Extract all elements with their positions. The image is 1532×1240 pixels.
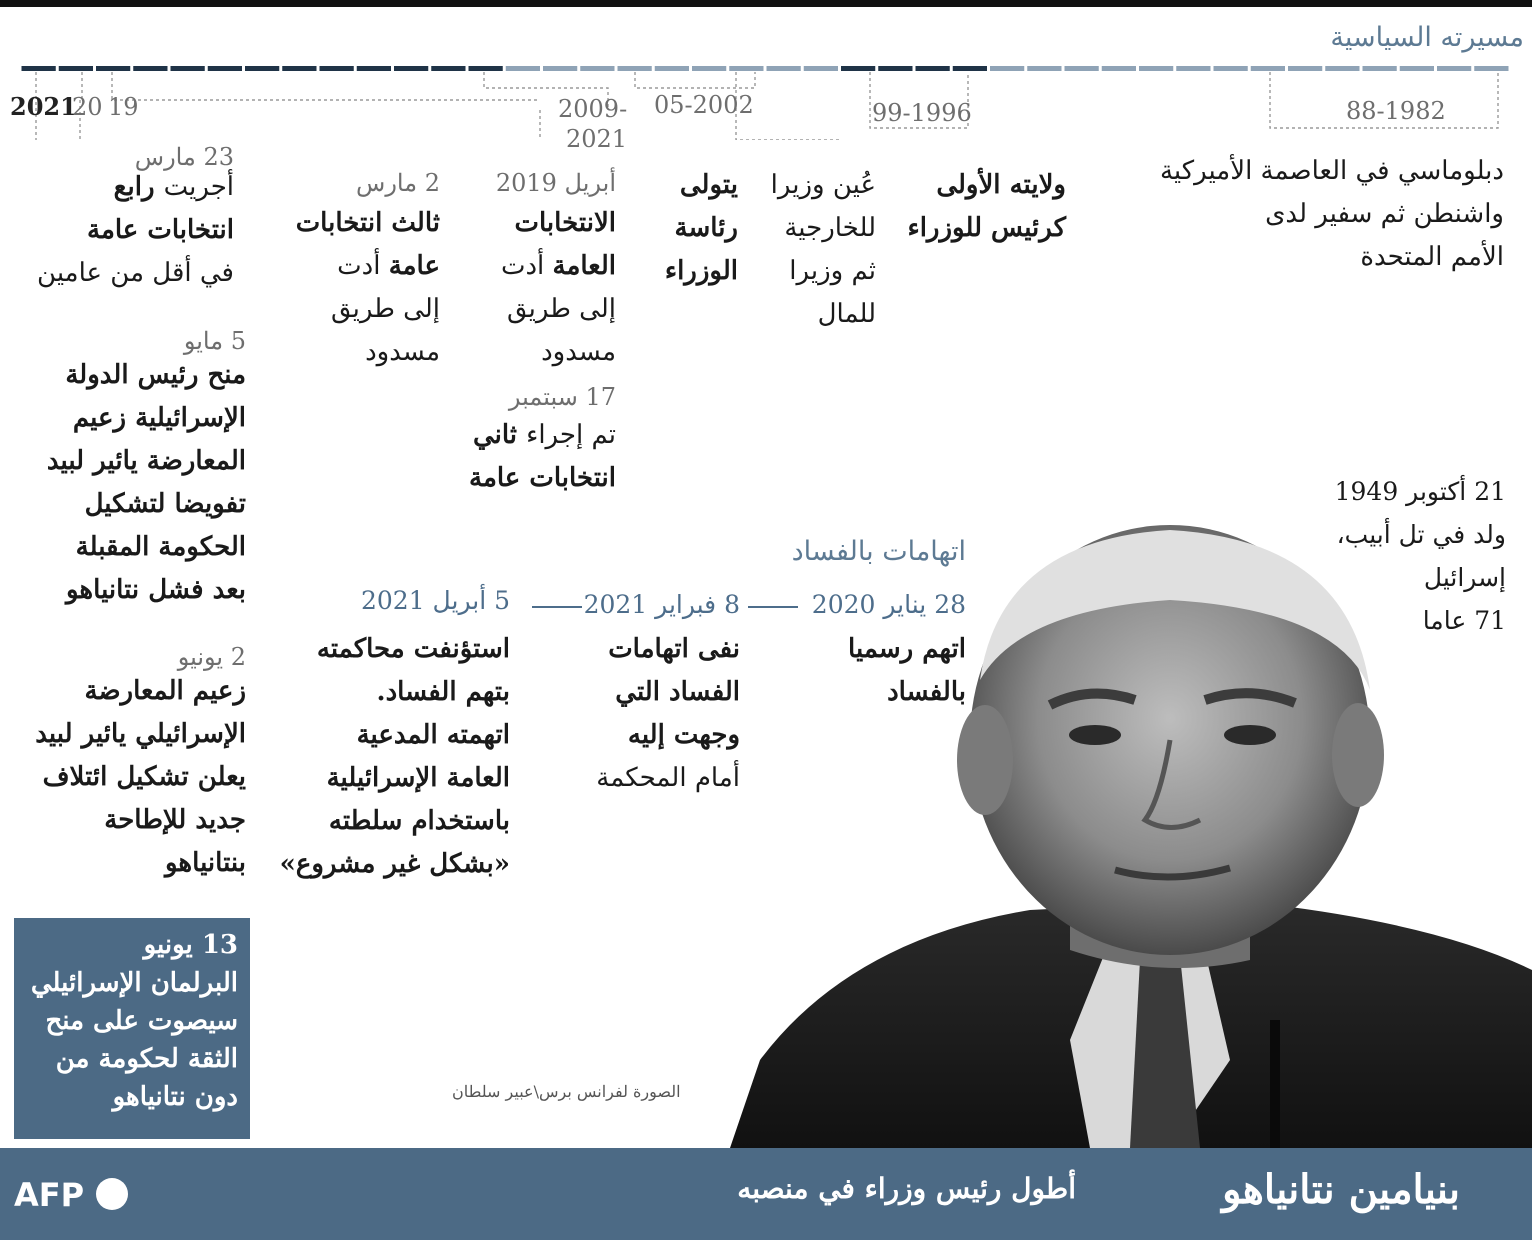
june13-line: سيصوت على منح: [45, 1006, 238, 1036]
portrait-photo: [730, 500, 1532, 1148]
corruption-date-2020: 28 يناير 2020: [811, 590, 966, 619]
march2-line4: مسدود: [365, 337, 440, 367]
corruption-line: اتهمته المدعية: [356, 720, 510, 750]
timeline-segment: [580, 66, 614, 71]
timeline-segment: [767, 66, 801, 71]
corruption-item-feb2021: [596, 628, 740, 800]
timeline-segment: [22, 66, 56, 71]
year-1996: 99-1996: [872, 99, 972, 127]
april2019-line2: [501, 245, 616, 288]
march2-line3: إلى طريق: [330, 294, 440, 324]
march23-date: 23 مارس: [134, 143, 234, 171]
corruption-line: بتهم الفساد.: [376, 677, 510, 707]
corruption-date-feb2021: 8 فبراير 2021: [583, 590, 740, 619]
top-bar: [0, 0, 1532, 7]
birth-line1: ولد في تل أبيب،: [1336, 520, 1506, 549]
timeline-segment: [1400, 66, 1434, 71]
corruption-line: اتهم رسميا: [848, 634, 966, 664]
timeline-segment: [655, 66, 689, 71]
minister-line2: للخارجية: [784, 213, 876, 243]
timeline-segment: [1363, 66, 1397, 71]
april2019-date: أبريل 2019: [495, 169, 616, 197]
photo-credit: الصورة لفرانس برس\عبير سلطان: [452, 1082, 681, 1101]
timeline-segment: [171, 66, 205, 71]
timeline-segment: [804, 66, 838, 71]
march2-line2a: عامة: [388, 251, 440, 281]
timeline-segment: [1027, 66, 1061, 71]
timeline-segment: [394, 66, 428, 71]
sept-line1b: ثاني: [472, 420, 527, 450]
corruption-line: بالفساد: [887, 677, 966, 707]
pm-line3: الوزراء: [664, 256, 738, 286]
corruption-item-apr2021: [280, 628, 510, 886]
timeline-segment: [357, 66, 391, 71]
march23-line1: [37, 166, 234, 209]
april2019-line2a: العامة: [552, 251, 616, 281]
timeline-segment: [543, 66, 577, 71]
career-sept: [469, 414, 616, 500]
march2-date: 2 مارس: [356, 169, 440, 197]
corruption-line: باستخدام سلطته: [328, 806, 510, 836]
timeline-segment: [133, 66, 167, 71]
june2-date: 2 يونيو: [177, 643, 246, 671]
may5-line: منح رئيس الدولة: [65, 360, 246, 390]
timeline-segment: [953, 66, 987, 71]
june2-line: بنتانياهو: [165, 848, 246, 878]
year-2021: 2021: [10, 92, 77, 121]
afp-logo: [14, 1176, 84, 1214]
timeline-bar: [0, 60, 1532, 140]
march2-line1: ثالث انتخابات: [295, 208, 440, 238]
sept-line2: انتخابات عامة: [469, 463, 616, 493]
footer-subtitle: أطول رئيس وزراء في منصبه: [737, 1172, 1076, 1205]
june13-line: دون نتانياهو: [112, 1082, 238, 1112]
june2-line: الإسرائيلي يائير لبيد: [35, 719, 246, 749]
april2019-line1: الانتخابات: [514, 208, 616, 238]
may5-date: 5 مايو: [183, 327, 246, 355]
march23-line3: في أقل من عامين: [37, 258, 234, 288]
timeline-segment: [729, 66, 763, 71]
corruption-title: اتهامات بالفساد: [791, 536, 966, 567]
may5-line: تفويضا لتشكيل: [84, 489, 246, 519]
timeline-segment: [841, 66, 875, 71]
timeline-segment: [990, 66, 1024, 71]
timeline-segment: [1214, 66, 1248, 71]
corruption-extra: أمام المحكمة: [596, 763, 740, 793]
minister-line4: للمال: [817, 299, 876, 329]
march2-line2: [296, 245, 440, 288]
section-title: مسيرته السياسية: [1330, 22, 1524, 53]
timeline-segment: [878, 66, 912, 71]
sept-line1: [469, 414, 616, 457]
timeline-segment: [96, 66, 130, 71]
sept-line1a: تم إجراء: [526, 420, 616, 450]
timeline-segment: [1437, 66, 1471, 71]
diplomat-line3: الأمم المتحدة: [1360, 242, 1504, 272]
first-term-line2: كرئيس للوزراء: [907, 213, 1066, 243]
year-19: 19: [108, 93, 139, 121]
footer-title: بنيامين نتانياهو: [1222, 1166, 1460, 1213]
june13-line: الثقة لحكومة من: [55, 1044, 238, 1074]
timeline-segment: [692, 66, 726, 71]
timeline-segment: [1251, 66, 1285, 71]
corruption-dash: [532, 606, 582, 608]
timeline-segment: [59, 66, 93, 71]
diplomat-line2: واشنطن ثم سفير لدى: [1265, 199, 1504, 229]
bracket-2002: [635, 72, 755, 88]
year-20: 20: [72, 93, 103, 121]
corruption-line: العامة الإسرائيلية: [326, 763, 510, 793]
career-april2019: [501, 202, 616, 374]
corruption-line: وجهت إليه: [627, 720, 740, 750]
career-march2: [296, 202, 440, 374]
march23-line2: انتخابات عامة: [87, 215, 234, 245]
first-term-line1: ولايته الأولى: [936, 170, 1066, 200]
pm-line1: يتولى: [679, 170, 738, 200]
connector-2019: [112, 72, 540, 100]
may5-line: الإسرائيلية زعيم: [72, 403, 246, 433]
diplomat-line1: دبلوماسي في العاصمة الأميركية: [1159, 156, 1504, 186]
timeline-segment: [618, 66, 652, 71]
may5-line: المعارضة يائير لبيد: [46, 446, 246, 476]
afp-logo-dot: [96, 1178, 128, 1210]
timeline-segment: [1325, 66, 1359, 71]
timeline-segment: [1474, 66, 1508, 71]
june2-line: جديد للإطاحة: [104, 805, 246, 835]
minister-line1: عُين وزيرا: [770, 170, 876, 200]
march2-line2b: أدت: [337, 251, 389, 281]
corruption-line: نفى اتهامات: [608, 634, 740, 664]
year-1982: 88-1982: [1346, 97, 1446, 125]
birth-date: 21 أكتوبر 1949: [1334, 477, 1506, 506]
timeline-segment: [208, 66, 242, 71]
june2-line: زعيم المعارضة: [84, 676, 246, 706]
april2019-line2b: أدت: [500, 251, 553, 281]
june13-line: البرلمان الإسرائيلي: [30, 968, 238, 998]
corruption-line: استؤنفت محاكمته: [316, 634, 510, 664]
career-june2: [35, 670, 246, 885]
timeline-segment: [1288, 66, 1322, 71]
career-minister: [771, 164, 876, 336]
corruption-date-apr2021: 5 أبريل 2021: [360, 586, 510, 615]
april2019-line3: إلى طريق: [506, 294, 616, 324]
corruption-line: الفساد التي: [615, 677, 740, 707]
timeline-segment: [1102, 66, 1136, 71]
may5-line: الحكومة المقبلة: [75, 532, 246, 562]
may5-line: بعد فشل نتانياهو: [66, 575, 246, 605]
year-2002: 05-2002: [654, 91, 754, 119]
march23-line1a: أجريت: [163, 172, 234, 202]
sept-date: 17 سبتمبر: [508, 383, 616, 411]
pm-line2: رئاسة: [674, 213, 738, 243]
timeline-segment: [320, 66, 354, 71]
timeline-segment: [506, 66, 540, 71]
march23-line1b: رابع: [113, 172, 164, 202]
june13-box: [14, 918, 250, 1139]
june2-line: يعلن تشكيل ائتلاف: [42, 762, 246, 792]
june13-date: 13 يونيو: [143, 930, 238, 960]
timeline-segment: [245, 66, 279, 71]
timeline-segment: [282, 66, 316, 71]
career-pm: [665, 164, 738, 293]
career-may5: [47, 354, 246, 612]
minister-line3: ثم وزيرا: [789, 256, 876, 286]
timeline-segment: [1176, 66, 1210, 71]
afp-logo-text: AFP: [14, 1176, 85, 1214]
april2019-line4: مسدود: [541, 337, 616, 367]
timeline-segment: [469, 66, 503, 71]
birth-line2: إسرائيل: [1423, 563, 1506, 592]
birth-age: 71 عاما: [1422, 606, 1506, 635]
year-2009: -2009: [558, 95, 628, 123]
corruption-line: «بشكل غير مشروع»: [279, 849, 510, 879]
timeline-segment: [431, 66, 465, 71]
career-march23: [37, 166, 234, 295]
career-diplomat: [1160, 150, 1504, 279]
timeline-segment: [1065, 66, 1099, 71]
career-first-term: [907, 164, 1066, 250]
timeline-segment: [1139, 66, 1173, 71]
year-2009b: 2021: [566, 125, 628, 153]
timeline-segment: [916, 66, 950, 71]
